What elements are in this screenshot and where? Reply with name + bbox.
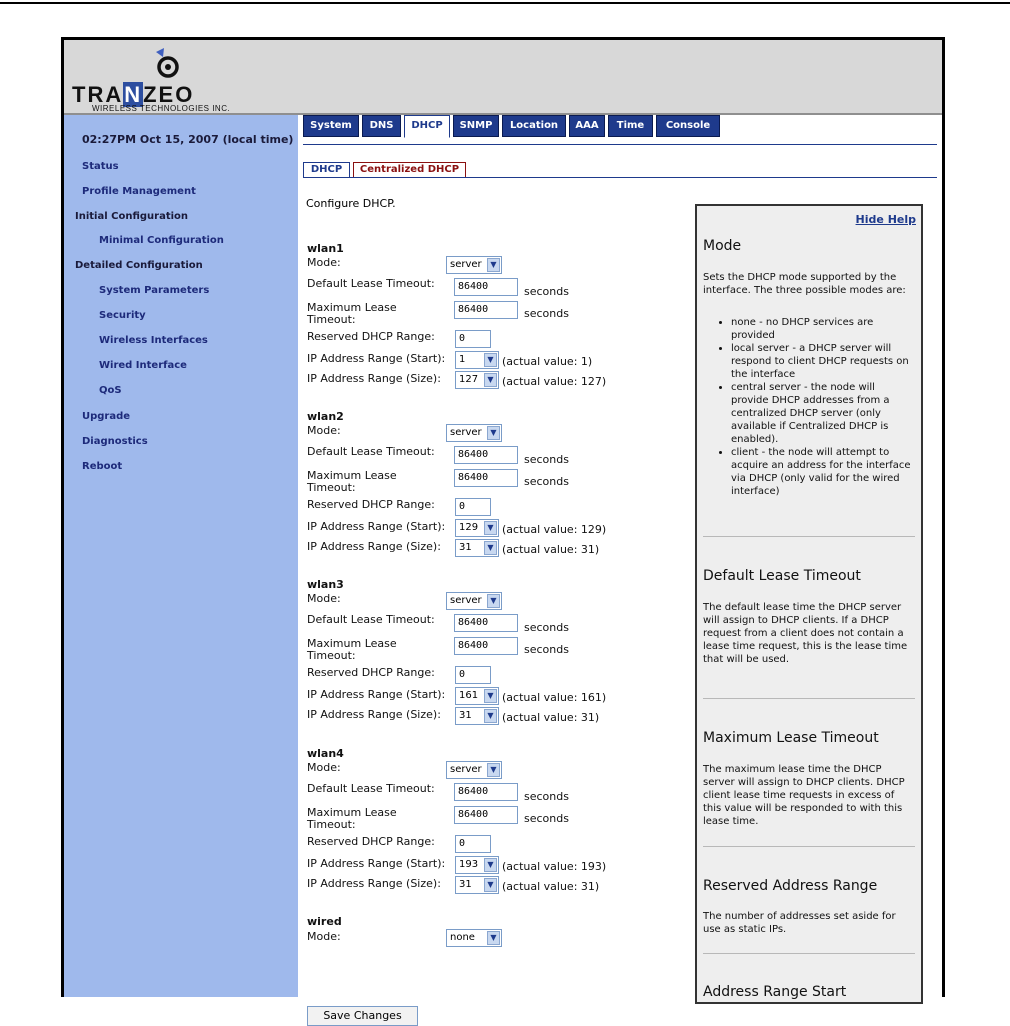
help-mode-item: • central server - the node will provide DHCP addresses from a centralized DHCP server (only available if Centralized DHCP is enabled). — [731, 381, 915, 446]
chevron-down-icon: ▼ — [484, 353, 497, 367]
range-size-select[interactable]: 31 ▼ — [455, 876, 499, 894]
default-lease-input[interactable]: 86400 — [454, 783, 518, 801]
reserved-range-label: Reserved DHCP Range: — [307, 330, 435, 343]
section-title-wlan4: wlan4 — [307, 747, 344, 760]
clock: 02:27PM Oct 15, 2007 (local time) — [82, 133, 294, 146]
range-size-actual: (actual value: 127) — [502, 375, 607, 388]
chevron-down-icon: ▼ — [484, 373, 497, 387]
range-start-actual: (actual value: 129) — [502, 523, 607, 536]
chevron-down-icon: ▼ — [487, 931, 500, 945]
subtabs-divider — [303, 177, 937, 178]
range-start-label: IP Address Range (Start): — [307, 352, 446, 365]
mode-label: Mode: — [307, 930, 341, 943]
nav-section-detailed: Detailed Configuration — [75, 260, 203, 271]
top-rule — [0, 2, 1010, 4]
chevron-down-icon: ▼ — [484, 878, 497, 892]
help-mode-list — [703, 316, 915, 498]
help-title-reserved-range: Reserved Address Range — [703, 878, 878, 894]
range-start-select[interactable]: 1 ▼ — [455, 351, 499, 369]
default-lease-label: Default Lease Timeout: — [307, 613, 435, 626]
help-divider — [703, 698, 915, 699]
tab-console[interactable]: Console — [656, 115, 720, 137]
nav-wired-interface[interactable]: Wired Interface — [99, 360, 187, 371]
subtab-dhcp[interactable]: DHCP — [303, 162, 350, 178]
default-lease-label: Default Lease Timeout: — [307, 782, 435, 795]
max-lease-input[interactable]: 86400 — [454, 806, 518, 824]
help-divider — [703, 953, 915, 954]
nav-wireless-interfaces[interactable]: Wireless Interfaces — [99, 335, 208, 346]
max-lease-input[interactable]: 86400 — [454, 469, 518, 487]
reserved-range-label: Reserved DHCP Range: — [307, 835, 435, 848]
main-content — [298, 115, 942, 1022]
seconds-unit: seconds — [524, 307, 569, 320]
seconds-unit: seconds — [524, 285, 569, 298]
seconds-unit: seconds — [524, 790, 569, 803]
tabs-divider — [303, 144, 937, 145]
max-lease-label: Maximum Lease Timeout: — [307, 637, 397, 662]
hide-help-link[interactable]: Hide Help — [855, 213, 916, 226]
nav-system-parameters[interactable]: System Parameters — [99, 285, 210, 296]
seconds-unit: seconds — [524, 453, 569, 466]
chevron-down-icon: ▼ — [484, 709, 497, 723]
mode-select[interactable]: server ▼ — [446, 592, 502, 610]
reserved-range-input[interactable]: 0 — [455, 330, 491, 348]
max-lease-label: Maximum Lease Timeout: — [307, 469, 397, 494]
nav-section-initial: Initial Configuration — [75, 211, 189, 222]
logo-mark-icon — [152, 48, 182, 80]
save-changes-button[interactable]: Save Changes — [307, 1006, 418, 1026]
range-size-label: IP Address Range (Size): — [307, 372, 441, 385]
help-text-default-lease: The default lease time the DHCP server will assign to DHCP clients. If a DHCP request from a client does not contain a lease time request, this is the lease time that will be used. — [703, 602, 908, 665]
max-lease-input[interactable]: 86400 — [454, 301, 518, 319]
range-size-label: IP Address Range (Size): — [307, 540, 441, 553]
nav-profile-management[interactable]: Profile Management — [82, 186, 196, 197]
nav-minimal-configuration[interactable]: Minimal Configuration — [99, 235, 224, 246]
help-mode-item: • none - no DHCP services are provided — [731, 316, 915, 342]
section-title-wlan1: wlan1 — [307, 242, 344, 255]
range-start-label: IP Address Range (Start): — [307, 520, 446, 533]
nav-qos[interactable]: QoS — [99, 385, 122, 396]
range-start-actual: (actual value: 161) — [502, 691, 607, 704]
tab-snmp[interactable]: SNMP — [453, 115, 499, 137]
tranzeo-logo — [72, 46, 262, 113]
help-panel — [695, 204, 923, 1004]
tab-dhcp[interactable]: DHCP — [404, 115, 450, 138]
range-size-select[interactable]: 31 ▼ — [455, 539, 499, 557]
chevron-down-icon: ▼ — [487, 594, 500, 608]
range-start-label: IP Address Range (Start): — [307, 857, 446, 870]
intro-text: Configure DHCP. — [306, 197, 396, 210]
range-size-label: IP Address Range (Size): — [307, 877, 441, 890]
default-lease-label: Default Lease Timeout: — [307, 445, 435, 458]
range-start-label: IP Address Range (Start): — [307, 688, 446, 701]
tab-dns[interactable]: DNS — [362, 115, 401, 137]
section-title-wlan2: wlan2 — [307, 410, 344, 423]
chevron-down-icon: ▼ — [484, 541, 497, 555]
reserved-range-input[interactable]: 0 — [455, 498, 491, 516]
sidebar — [64, 115, 298, 997]
chevron-down-icon: ▼ — [484, 521, 497, 535]
help-divider — [703, 536, 915, 537]
seconds-unit: seconds — [524, 621, 569, 634]
mode-label: Mode: — [307, 256, 341, 269]
max-lease-label: Maximum Lease Timeout: — [307, 301, 397, 326]
help-text-reserved-range: The number of addresses set aside for use as static IPs. — [703, 911, 896, 935]
max-lease-input[interactable]: 86400 — [454, 637, 518, 655]
default-lease-input[interactable]: 86400 — [454, 614, 518, 632]
range-size-actual: (actual value: 31) — [502, 880, 600, 893]
chevron-down-icon: ▼ — [487, 763, 500, 777]
range-start-actual: (actual value: 193) — [502, 860, 607, 873]
wired-mode-select[interactable]: none ▼ — [446, 929, 502, 947]
default-lease-input[interactable]: 86400 — [454, 278, 518, 296]
mode-select[interactable]: server ▼ — [446, 424, 502, 442]
chevron-down-icon: ▼ — [487, 426, 500, 440]
tab-time[interactable]: Time — [608, 115, 653, 137]
logo-wordmark: TRANZEO — [72, 82, 195, 107]
help-title-mode: Mode — [703, 238, 742, 254]
range-start-select[interactable]: 193 ▼ — [455, 856, 499, 874]
section-title-wlan3: wlan3 — [307, 578, 344, 591]
mode-select[interactable]: server ▼ — [446, 256, 502, 274]
chevron-down-icon: ▼ — [484, 858, 497, 872]
seconds-unit: seconds — [524, 475, 569, 488]
default-lease-input[interactable]: 86400 — [454, 446, 518, 464]
reserved-range-label: Reserved DHCP Range: — [307, 666, 435, 679]
chevron-down-icon: ▼ — [484, 689, 497, 703]
range-size-select[interactable]: 127 ▼ — [455, 371, 499, 389]
help-title-default-lease: Default Lease Timeout — [703, 568, 861, 584]
range-size-select[interactable]: 31 ▼ — [455, 707, 499, 725]
tab-aaa[interactable]: AAA — [569, 115, 605, 137]
seconds-unit: seconds — [524, 812, 569, 825]
range-size-actual: (actual value: 31) — [502, 543, 600, 556]
range-size-actual: (actual value: 31) — [502, 711, 600, 724]
seconds-unit: seconds — [524, 643, 569, 656]
reserved-range-label: Reserved DHCP Range: — [307, 498, 435, 511]
reserved-range-input[interactable]: 0 — [455, 835, 491, 853]
help-title-range-start: Address Range Start — [703, 984, 847, 1000]
help-divider — [703, 846, 915, 847]
tab-system[interactable]: System — [303, 115, 359, 137]
chevron-down-icon: ▼ — [487, 258, 500, 272]
nav-security[interactable]: Security — [99, 310, 146, 321]
help-mode-item: • client - the node will attempt to acquire an address for the interface via DHCP (only valid for the wired interface) — [731, 446, 915, 498]
help-mode-item: • local server - a DHCP server will respond to client DHCP requests on the interface — [731, 342, 915, 381]
nav-reboot[interactable]: Reboot — [82, 461, 123, 472]
help-title-max-lease: Maximum Lease Timeout — [703, 730, 879, 746]
tab-location[interactable]: Location — [502, 115, 566, 137]
app-window — [61, 37, 945, 1022]
mode-label: Mode: — [307, 592, 341, 605]
range-start-select[interactable]: 161 ▼ — [455, 687, 499, 705]
nav-upgrade[interactable]: Upgrade — [82, 411, 131, 422]
mode-select[interactable]: server ▼ — [446, 761, 502, 779]
help-text-mode: Sets the DHCP mode supported by the interface. The three possible modes are: — [703, 272, 906, 296]
subtab-centralized-dhcp[interactable]: Centralized DHCP — [353, 162, 466, 178]
section-title-wired: wired — [307, 915, 342, 928]
header-banner — [64, 40, 942, 115]
default-lease-label: Default Lease Timeout: — [307, 277, 435, 290]
range-start-select[interactable]: 129 ▼ — [455, 519, 499, 537]
reserved-range-input[interactable]: 0 — [455, 666, 491, 684]
mode-label: Mode: — [307, 424, 341, 437]
nav-diagnostics[interactable]: Diagnostics — [82, 436, 148, 447]
help-text-max-lease: The maximum lease time the DHCP server will assign to DHCP clients. DHCP client lease time requests in excess of this value will be responded to with this lease time. — [703, 764, 905, 827]
nav-status[interactable]: Status — [82, 161, 119, 172]
logo-subtitle: WIRELESS TECHNOLOGIES INC. — [92, 104, 231, 113]
range-size-label: IP Address Range (Size): — [307, 708, 441, 721]
mode-label: Mode: — [307, 761, 341, 774]
range-start-actual: (actual value: 1) — [502, 355, 593, 368]
max-lease-label: Maximum Lease Timeout: — [307, 806, 397, 831]
